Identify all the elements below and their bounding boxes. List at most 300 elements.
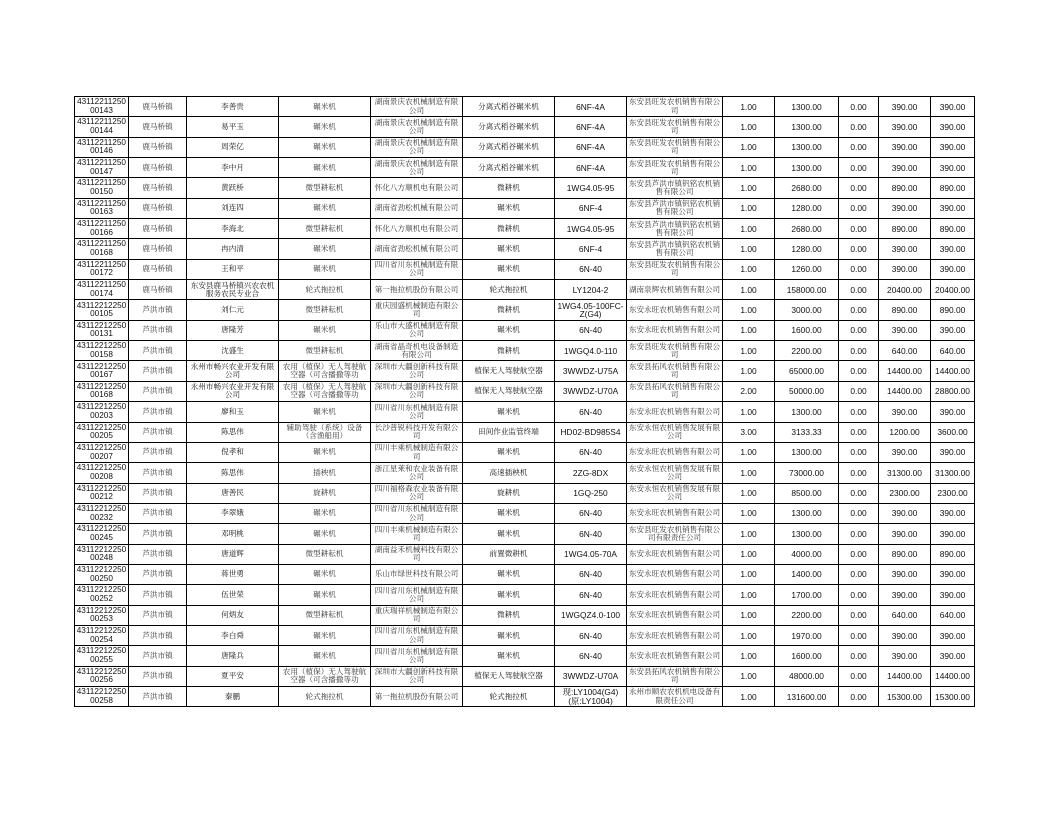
cell-quantity: 1.00 <box>723 605 775 625</box>
cell-dealer: 东安永旺农机销售有限公司 <box>627 646 723 666</box>
cell-provincial-subsidy: 0.00 <box>839 280 879 300</box>
cell-central-subsidy-unit: 890.00 <box>879 219 931 239</box>
cell-model: 2ZG-8DX <box>555 463 627 483</box>
cell-provincial-subsidy: 0.00 <box>839 585 879 605</box>
cell-applicant: 陈思伟 <box>187 463 279 483</box>
table-row <box>75 666 975 686</box>
cell-model: 6N-40 <box>555 524 627 544</box>
cell-unit-price: 1280.00 <box>775 239 839 259</box>
cell-dealer: 东安县拓风农机销售有限公司 <box>627 361 723 381</box>
cell-dealer: 东安永恒农机销售发展有限公司 <box>627 483 723 503</box>
cell-central-subsidy-unit: 640.00 <box>879 341 931 361</box>
cell-model: HD02-BD985S4 <box>555 422 627 442</box>
cell-applicant: 秦鹏 <box>187 686 279 706</box>
cell-central-subsidy-unit: 390.00 <box>879 524 931 544</box>
cell-machine-category: 碾米机 <box>279 564 371 584</box>
cell-applicant: 易平玉 <box>187 117 279 137</box>
cell-product-name: 碾米机 <box>463 320 555 340</box>
cell-model: 1WGQ4.0-110 <box>555 341 627 361</box>
cell-town: 鹿马桥镇 <box>129 259 187 279</box>
cell-central-subsidy-total: 390.00 <box>931 239 975 259</box>
cell-quantity: 1.00 <box>723 198 775 218</box>
table-row <box>75 117 975 137</box>
cell-dealer: 东安县旺发农机销售有限公司 <box>627 158 723 178</box>
cell-central-subsidy-total: 390.00 <box>931 564 975 584</box>
cell-manufacturer: 湖南景庆农机械制造有限公司 <box>371 117 463 137</box>
cell-application-id: 4311221125000144 <box>75 117 129 137</box>
cell-dealer: 东安县拓风农机销售有限公司 <box>627 381 723 401</box>
cell-product-name: 轮式拖拉机 <box>463 686 555 706</box>
table-row <box>75 544 975 564</box>
cell-machine-category: 碾米机 <box>279 198 371 218</box>
cell-town: 芦洪市镇 <box>129 503 187 523</box>
cell-central-subsidy-unit: 890.00 <box>879 544 931 564</box>
cell-manufacturer: 湖南景庆农机械制造有限公司 <box>371 137 463 157</box>
cell-product-name: 碾米机 <box>463 259 555 279</box>
cell-central-subsidy-total: 3600.00 <box>931 422 975 442</box>
cell-machine-category: 碾米机 <box>279 97 371 117</box>
cell-machine-category: 农用（植保）无人驾驶航空器（可含播撒等功 <box>279 361 371 381</box>
cell-model: 3WWDZ-U70A <box>555 666 627 686</box>
cell-provincial-subsidy: 0.00 <box>839 503 879 523</box>
table-row <box>75 341 975 361</box>
cell-manufacturer: 浙江星莱和农业装备有限公司 <box>371 463 463 483</box>
cell-product-name: 微耕机 <box>463 178 555 198</box>
cell-quantity: 1.00 <box>723 503 775 523</box>
cell-product-name: 碾米机 <box>463 402 555 422</box>
cell-provincial-subsidy: 0.00 <box>839 381 879 401</box>
table-row <box>75 585 975 605</box>
cell-machine-category: 碾米机 <box>279 503 371 523</box>
cell-manufacturer: 四川省川东机械制造有限公司 <box>371 503 463 523</box>
cell-model: 6NF-4 <box>555 198 627 218</box>
cell-machine-category: 碾米机 <box>279 158 371 178</box>
cell-model: 6N-40 <box>555 402 627 422</box>
cell-quantity: 1.00 <box>723 158 775 178</box>
cell-dealer: 东安永旺农机销售有限公司 <box>627 402 723 422</box>
cell-town: 芦洪市镇 <box>129 564 187 584</box>
cell-applicant: 伍世荣 <box>187 585 279 605</box>
cell-manufacturer: 长沙普锐科技开发有限公司 <box>371 422 463 442</box>
cell-model: 6NF-4 <box>555 239 627 259</box>
cell-quantity: 1.00 <box>723 239 775 259</box>
cell-unit-price: 1260.00 <box>775 259 839 279</box>
cell-model: 6N-40 <box>555 646 627 666</box>
cell-provincial-subsidy: 0.00 <box>839 198 879 218</box>
cell-quantity: 1.00 <box>723 646 775 666</box>
table-row <box>75 239 975 259</box>
cell-product-name: 轮式拖拉机 <box>463 280 555 300</box>
cell-provincial-subsidy: 0.00 <box>839 97 879 117</box>
cell-town: 芦洪市镇 <box>129 300 187 320</box>
cell-provincial-subsidy: 0.00 <box>839 320 879 340</box>
cell-quantity: 1.00 <box>723 219 775 239</box>
cell-dealer: 东安永旺农机销售有限公司 <box>627 300 723 320</box>
cell-applicant: 黄跃桥 <box>187 178 279 198</box>
cell-applicant: 陈思伟 <box>187 422 279 442</box>
cell-unit-price: 1300.00 <box>775 402 839 422</box>
cell-machine-category: 碾米机 <box>279 137 371 157</box>
cell-application-id: 4311221125000147 <box>75 158 129 178</box>
cell-central-subsidy-total: 890.00 <box>931 178 975 198</box>
cell-model: 1WG4.05-70A <box>555 544 627 564</box>
cell-machine-category: 农用（植保）无人驾驶航空器（可含播撒等功 <box>279 381 371 401</box>
subsidy-table <box>74 96 975 707</box>
cell-applicant: 东安县鹿马桥镇兴农农机服务农民专业合 <box>187 280 279 300</box>
cell-town: 芦洪市镇 <box>129 320 187 340</box>
cell-provincial-subsidy: 0.00 <box>839 422 879 442</box>
table-row <box>75 483 975 503</box>
cell-unit-price: 1600.00 <box>775 320 839 340</box>
cell-central-subsidy-total: 15300.00 <box>931 686 975 706</box>
cell-quantity: 1.00 <box>723 564 775 584</box>
cell-town: 芦洪市镇 <box>129 686 187 706</box>
cell-dealer: 永州市顺农农机机电设备有限责任公司 <box>627 686 723 706</box>
cell-unit-price: 131600.00 <box>775 686 839 706</box>
cell-application-id: 4311221225000203 <box>75 402 129 422</box>
cell-central-subsidy-total: 28800.00 <box>931 381 975 401</box>
table-row <box>75 97 975 117</box>
cell-provincial-subsidy: 0.00 <box>839 219 879 239</box>
cell-central-subsidy-total: 890.00 <box>931 219 975 239</box>
cell-model: 6NF-4A <box>555 97 627 117</box>
cell-central-subsidy-unit: 14400.00 <box>879 361 931 381</box>
cell-unit-price: 1700.00 <box>775 585 839 605</box>
cell-town: 芦洪市镇 <box>129 483 187 503</box>
cell-town: 芦洪市镇 <box>129 544 187 564</box>
cell-model: 6NF-4A <box>555 158 627 178</box>
table-row <box>75 178 975 198</box>
cell-provincial-subsidy: 0.00 <box>839 524 879 544</box>
cell-unit-price: 2680.00 <box>775 219 839 239</box>
cell-central-subsidy-unit: 390.00 <box>879 158 931 178</box>
cell-applicant: 沈盛生 <box>187 341 279 361</box>
cell-quantity: 1.00 <box>723 463 775 483</box>
cell-application-id: 4311221225000105 <box>75 300 129 320</box>
cell-provincial-subsidy: 0.00 <box>839 158 879 178</box>
cell-product-name: 碾米机 <box>463 646 555 666</box>
cell-machine-category: 碾米机 <box>279 320 371 340</box>
cell-application-id: 4311221125000166 <box>75 219 129 239</box>
cell-provincial-subsidy: 0.00 <box>839 483 879 503</box>
cell-quantity: 1.00 <box>723 666 775 686</box>
cell-central-subsidy-unit: 390.00 <box>879 259 931 279</box>
cell-dealer: 东安县旺发农机销售有限公司 <box>627 137 723 157</box>
cell-product-name: 碾米机 <box>463 524 555 544</box>
cell-applicant: 王和平 <box>187 259 279 279</box>
cell-town: 鹿马桥镇 <box>129 198 187 218</box>
cell-provincial-subsidy: 0.00 <box>839 117 879 137</box>
cell-unit-price: 3000.00 <box>775 300 839 320</box>
cell-manufacturer: 四川省川东机械制造有限公司 <box>371 585 463 605</box>
cell-dealer: 东安永旺农机销售有限公司 <box>627 320 723 340</box>
table-row <box>75 219 975 239</box>
cell-applicant: 唐隆兵 <box>187 646 279 666</box>
cell-model: 6N-40 <box>555 320 627 340</box>
table-row <box>75 198 975 218</box>
cell-provincial-subsidy: 0.00 <box>839 564 879 584</box>
cell-provincial-subsidy: 0.00 <box>839 544 879 564</box>
cell-manufacturer: 四川丰乘机械制造有限公司 <box>371 442 463 462</box>
cell-machine-category: 轮式拖拉机 <box>279 280 371 300</box>
cell-application-id: 4311221225000256 <box>75 666 129 686</box>
cell-machine-category: 碾米机 <box>279 646 371 666</box>
cell-provincial-subsidy: 0.00 <box>839 625 879 645</box>
cell-unit-price: 65000.00 <box>775 361 839 381</box>
cell-applicant: 李翠娥 <box>187 503 279 523</box>
table-row <box>75 158 975 178</box>
cell-dealer: 东安永旺农机销售有限公司 <box>627 625 723 645</box>
table-row <box>75 524 975 544</box>
cell-applicant: 廖和玉 <box>187 402 279 422</box>
cell-central-subsidy-unit: 390.00 <box>879 239 931 259</box>
cell-quantity: 1.00 <box>723 686 775 706</box>
cell-application-id: 4311221225000208 <box>75 463 129 483</box>
table-row <box>75 381 975 401</box>
cell-manufacturer: 重庆瑞祥机械制造有限公司 <box>371 605 463 625</box>
cell-machine-category: 插秧机 <box>279 463 371 483</box>
cell-central-subsidy-total: 390.00 <box>931 503 975 523</box>
cell-quantity: 2.00 <box>723 381 775 401</box>
table-row <box>75 564 975 584</box>
cell-product-name: 碾米机 <box>463 585 555 605</box>
cell-applicant: 李中月 <box>187 158 279 178</box>
cell-quantity: 1.00 <box>723 402 775 422</box>
cell-dealer: 东安永旺农机销售有限公司 <box>627 585 723 605</box>
cell-application-id: 4311221125000146 <box>75 137 129 157</box>
cell-unit-price: 1300.00 <box>775 158 839 178</box>
cell-application-id: 4311221225000254 <box>75 625 129 645</box>
cell-central-subsidy-unit: 390.00 <box>879 442 931 462</box>
cell-product-name: 分离式稻谷碾米机 <box>463 137 555 157</box>
cell-dealer: 东安永旺农机销售有限公司 <box>627 503 723 523</box>
cell-provincial-subsidy: 0.00 <box>839 686 879 706</box>
table-row <box>75 442 975 462</box>
cell-model: 6N-40 <box>555 585 627 605</box>
cell-unit-price: 1970.00 <box>775 625 839 645</box>
cell-applicant: 唐善民 <box>187 483 279 503</box>
cell-town: 芦洪市镇 <box>129 381 187 401</box>
cell-unit-price: 158000.00 <box>775 280 839 300</box>
cell-dealer: 东安县芦洪市镇钒铭农机销售有限公司 <box>627 239 723 259</box>
cell-dealer: 东安永旺农机销售有限公司 <box>627 605 723 625</box>
cell-town: 芦洪市镇 <box>129 442 187 462</box>
cell-town: 芦洪市镇 <box>129 341 187 361</box>
cell-applicant: 冉内清 <box>187 239 279 259</box>
cell-manufacturer: 四川省川东机械制造有限公司 <box>371 646 463 666</box>
cell-machine-category: 微型耕耘机 <box>279 178 371 198</box>
cell-unit-price: 2680.00 <box>775 178 839 198</box>
cell-applicant: 倪孝和 <box>187 442 279 462</box>
cell-central-subsidy-total: 890.00 <box>931 300 975 320</box>
cell-quantity: 1.00 <box>723 137 775 157</box>
cell-manufacturer: 深圳市大疆创新科技有限公司 <box>371 666 463 686</box>
cell-machine-category: 微型耕耘机 <box>279 341 371 361</box>
cell-central-subsidy-unit: 2300.00 <box>879 483 931 503</box>
cell-unit-price: 1300.00 <box>775 137 839 157</box>
cell-central-subsidy-unit: 390.00 <box>879 198 931 218</box>
cell-town: 芦洪市镇 <box>129 524 187 544</box>
cell-central-subsidy-unit: 390.00 <box>879 137 931 157</box>
cell-quantity: 1.00 <box>723 178 775 198</box>
cell-quantity: 1.00 <box>723 544 775 564</box>
cell-product-name: 微耕机 <box>463 219 555 239</box>
cell-central-subsidy-total: 390.00 <box>931 625 975 645</box>
cell-dealer: 东安县旺发农机销售有限公司 <box>627 117 723 137</box>
cell-quantity: 1.00 <box>723 483 775 503</box>
cell-model: 6N-40 <box>555 564 627 584</box>
cell-model: 1WGQZ4.0-100 <box>555 605 627 625</box>
cell-product-name: 前置微耕机 <box>463 544 555 564</box>
cell-town: 鹿马桥镇 <box>129 239 187 259</box>
cell-applicant: 李白舜 <box>187 625 279 645</box>
cell-product-name: 碾米机 <box>463 442 555 462</box>
table-row <box>75 686 975 706</box>
cell-unit-price: 1600.00 <box>775 646 839 666</box>
cell-central-subsidy-total: 31300.00 <box>931 463 975 483</box>
cell-central-subsidy-unit: 390.00 <box>879 564 931 584</box>
cell-manufacturer: 湖南景庆农机械制造有限公司 <box>371 158 463 178</box>
cell-central-subsidy-unit: 390.00 <box>879 402 931 422</box>
cell-unit-price: 1300.00 <box>775 524 839 544</box>
cell-machine-category: 碾米机 <box>279 442 371 462</box>
cell-central-subsidy-total: 390.00 <box>931 585 975 605</box>
cell-quantity: 1.00 <box>723 625 775 645</box>
cell-provincial-subsidy: 0.00 <box>839 137 879 157</box>
cell-provincial-subsidy: 0.00 <box>839 666 879 686</box>
cell-application-id: 4311221225000255 <box>75 646 129 666</box>
cell-product-name: 植保无人驾驶航空器 <box>463 361 555 381</box>
cell-model: 3WWDZ-U75A <box>555 361 627 381</box>
cell-quantity: 3.00 <box>723 422 775 442</box>
cell-central-subsidy-unit: 14400.00 <box>879 381 931 401</box>
cell-model: 6N-40 <box>555 503 627 523</box>
cell-product-name: 分离式稻谷碾米机 <box>463 97 555 117</box>
cell-applicant: 蒋世勇 <box>187 564 279 584</box>
cell-central-subsidy-unit: 390.00 <box>879 646 931 666</box>
cell-applicant: 刘连四 <box>187 198 279 218</box>
cell-town: 芦洪市镇 <box>129 585 187 605</box>
cell-application-id: 4311221225000245 <box>75 524 129 544</box>
cell-central-subsidy-total: 390.00 <box>931 137 975 157</box>
cell-central-subsidy-total: 390.00 <box>931 646 975 666</box>
cell-unit-price: 1300.00 <box>775 503 839 523</box>
cell-application-id: 4311221225000158 <box>75 341 129 361</box>
cell-application-id: 4311221225000232 <box>75 503 129 523</box>
cell-product-name: 分离式稻谷碾米机 <box>463 158 555 178</box>
cell-manufacturer: 四川丰乘机械制造有限公司 <box>371 524 463 544</box>
cell-dealer: 东安县旺发农机销售有限公司有限责任公司 <box>627 524 723 544</box>
cell-application-id: 4311221225000205 <box>75 422 129 442</box>
cell-central-subsidy-unit: 20400.00 <box>879 280 931 300</box>
cell-unit-price: 8500.00 <box>775 483 839 503</box>
cell-manufacturer: 四川省川东机械制造有限公司 <box>371 259 463 279</box>
cell-model: 6N-40 <box>555 259 627 279</box>
cell-provincial-subsidy: 0.00 <box>839 442 879 462</box>
cell-product-name: 微耕机 <box>463 605 555 625</box>
cell-machine-category: 微型耕耘机 <box>279 605 371 625</box>
cell-applicant: 李海北 <box>187 219 279 239</box>
cell-town: 鹿马桥镇 <box>129 117 187 137</box>
cell-central-subsidy-total: 890.00 <box>931 544 975 564</box>
cell-product-name: 田间作业监管终端 <box>463 422 555 442</box>
cell-product-name: 微耕机 <box>463 341 555 361</box>
cell-central-subsidy-unit: 890.00 <box>879 178 931 198</box>
cell-model: 6N-40 <box>555 625 627 645</box>
cell-applicant: 李善贵 <box>187 97 279 117</box>
cell-machine-category: 微型耕耘机 <box>279 544 371 564</box>
cell-quantity: 1.00 <box>723 280 775 300</box>
cell-machine-category: 轮式拖拉机 <box>279 686 371 706</box>
cell-machine-category: 辅助驾驶（系统）设备（含渔船用） <box>279 422 371 442</box>
cell-product-name: 碾米机 <box>463 564 555 584</box>
cell-central-subsidy-unit: 390.00 <box>879 117 931 137</box>
cell-machine-category: 碾米机 <box>279 259 371 279</box>
cell-dealer: 湖南泉辉农机销售有限公司 <box>627 280 723 300</box>
cell-manufacturer: 湖南益禾机械科技有限公司 <box>371 544 463 564</box>
table-row <box>75 503 975 523</box>
cell-quantity: 1.00 <box>723 442 775 462</box>
cell-central-subsidy-total: 2300.00 <box>931 483 975 503</box>
cell-machine-category: 碾米机 <box>279 585 371 605</box>
table-row <box>75 320 975 340</box>
table-row <box>75 646 975 666</box>
cell-unit-price: 1400.00 <box>775 564 839 584</box>
cell-provincial-subsidy: 0.00 <box>839 239 879 259</box>
cell-manufacturer: 第一拖拉机股份有限公司 <box>371 686 463 706</box>
cell-machine-category: 农用（植保）无人驾驶航空器（可含播撒等功 <box>279 666 371 686</box>
cell-applicant: 邓明桃 <box>187 524 279 544</box>
cell-central-subsidy-total: 390.00 <box>931 117 975 137</box>
cell-central-subsidy-total: 14400.00 <box>931 666 975 686</box>
cell-application-id: 4311221225000258 <box>75 686 129 706</box>
table-row <box>75 361 975 381</box>
cell-model: 1WG4.05-95 <box>555 219 627 239</box>
cell-town: 芦洪市镇 <box>129 646 187 666</box>
cell-provincial-subsidy: 0.00 <box>839 300 879 320</box>
cell-applicant: 永州市畅兴农业开发有限公司 <box>187 361 279 381</box>
cell-central-subsidy-unit: 14400.00 <box>879 666 931 686</box>
cell-central-subsidy-unit: 15300.00 <box>879 686 931 706</box>
cell-machine-category: 碾米机 <box>279 402 371 422</box>
cell-town: 芦洪市镇 <box>129 463 187 483</box>
cell-central-subsidy-unit: 390.00 <box>879 97 931 117</box>
cell-provincial-subsidy: 0.00 <box>839 259 879 279</box>
cell-dealer: 东安永恒农机销售发展有限公司 <box>627 463 723 483</box>
cell-application-id: 4311221125000168 <box>75 239 129 259</box>
cell-provincial-subsidy: 0.00 <box>839 463 879 483</box>
cell-town: 芦洪市镇 <box>129 666 187 686</box>
cell-manufacturer: 湖南省劲松机械有限公司 <box>371 239 463 259</box>
cell-town: 鹿马桥镇 <box>129 280 187 300</box>
cell-dealer: 东安县拓风农机销售有限公司 <box>627 666 723 686</box>
cell-central-subsidy-unit: 390.00 <box>879 625 931 645</box>
cell-applicant: 刘仁元 <box>187 300 279 320</box>
table-row <box>75 137 975 157</box>
cell-town: 芦洪市镇 <box>129 422 187 442</box>
cell-application-id: 4311221225000252 <box>75 585 129 605</box>
cell-product-name: 碾米机 <box>463 239 555 259</box>
cell-town: 芦洪市镇 <box>129 625 187 645</box>
cell-quantity: 1.00 <box>723 361 775 381</box>
cell-product-name: 微耕机 <box>463 300 555 320</box>
cell-unit-price: 3133.33 <box>775 422 839 442</box>
cell-town: 鹿马桥镇 <box>129 97 187 117</box>
cell-dealer: 东安永恒农机销售发展有限公司 <box>627 422 723 442</box>
cell-unit-price: 1300.00 <box>775 442 839 462</box>
cell-machine-category: 微型耕耘机 <box>279 219 371 239</box>
cell-town: 鹿马桥镇 <box>129 158 187 178</box>
